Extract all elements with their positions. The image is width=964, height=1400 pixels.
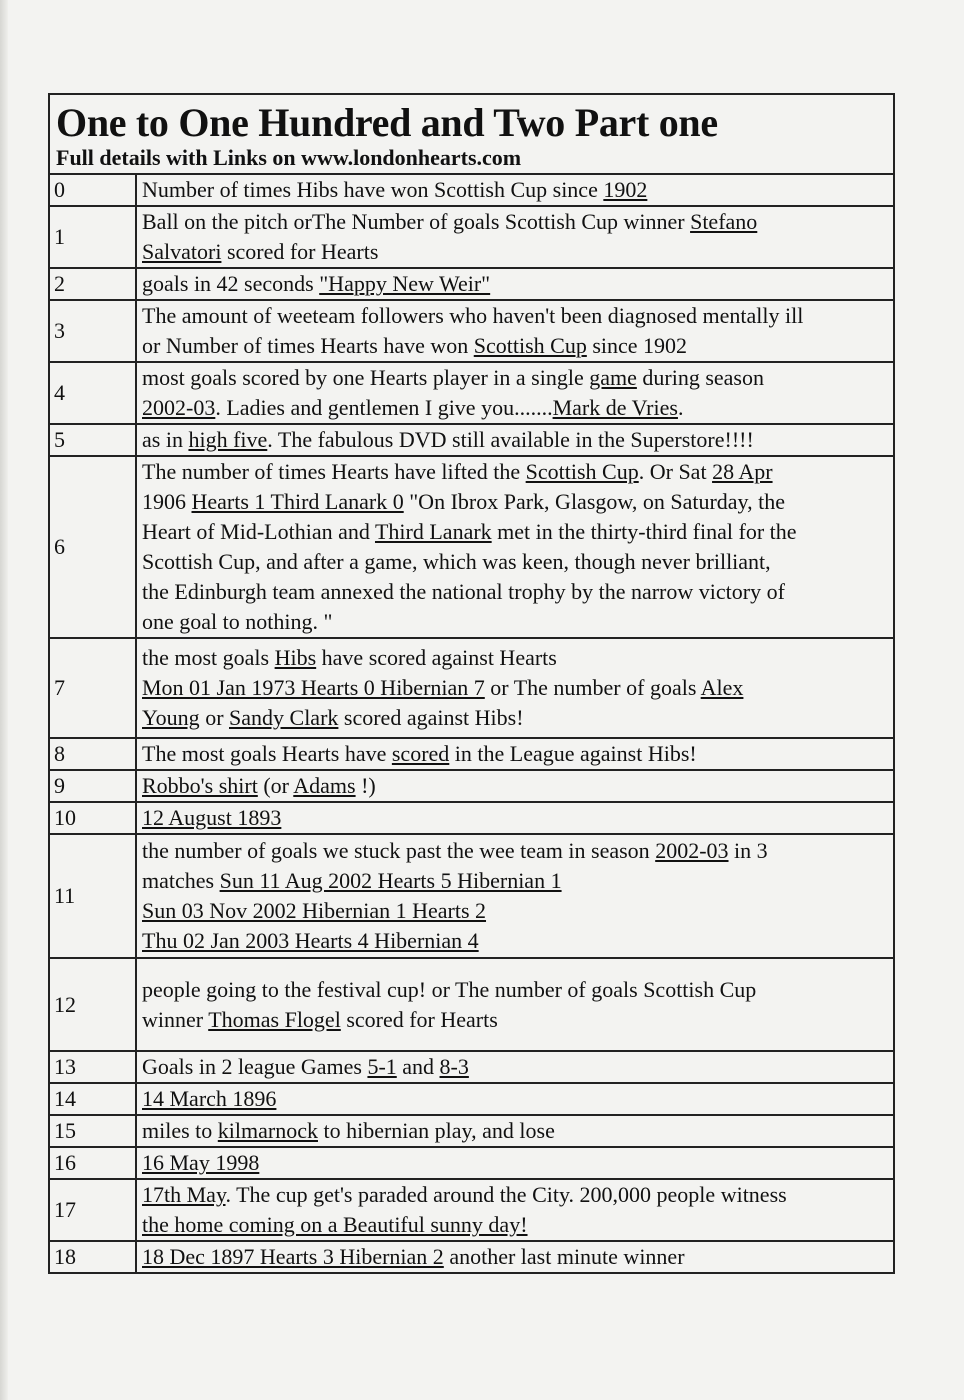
table-row	[49, 958, 894, 1051]
row-number: 5	[49, 424, 136, 456]
underlined-text: Mon 01 Jan 1973 Hearts 0 Hibernian 7	[142, 675, 485, 700]
underlined-text: Stefano	[690, 209, 758, 234]
text-segment: have scored against Hearts	[316, 645, 557, 670]
table-row	[49, 1241, 894, 1273]
table-row	[49, 456, 894, 638]
text-segment: in 3	[728, 838, 768, 863]
underlined-text: Sun 11 Aug 2002 Hearts 5 Hibernian 1	[219, 868, 562, 893]
underlined-text: 18 Dec 1897 Hearts 3 Hibernian 2	[142, 1244, 444, 1269]
row-number: 14	[49, 1083, 136, 1115]
underlined-text: game	[589, 365, 637, 390]
row-number: 1	[49, 206, 136, 268]
row-text-line	[142, 896, 889, 926]
row-text	[136, 1115, 894, 1147]
text-segment: and	[396, 1054, 440, 1079]
row-text-line	[142, 457, 889, 487]
row-text-line	[142, 487, 889, 517]
table-row	[49, 424, 894, 456]
text-segment: people going to the festival cup! or The number of goals Scottish Cup	[142, 976, 757, 1002]
row-text	[136, 1147, 894, 1179]
row-text-line	[142, 673, 889, 703]
underlined-text: Sandy Clark	[229, 705, 339, 730]
text-segment: or Number of times Hearts have won	[142, 333, 474, 358]
underlined-text: 1902	[603, 177, 648, 202]
row-text	[136, 834, 894, 958]
text-segment: the most goals	[142, 645, 275, 670]
table-row	[49, 802, 894, 834]
underlined-text: Adams	[293, 773, 356, 798]
row-number: 7	[49, 638, 136, 738]
row-text	[136, 268, 894, 300]
text-segment: "On Ibrox Park, Glasgow, on Saturday, the	[403, 489, 785, 514]
page-binding-edge	[0, 0, 8, 1400]
table-row	[49, 1179, 894, 1241]
row-text	[136, 174, 894, 206]
row-text	[136, 638, 894, 738]
text-segment: since 1902	[586, 333, 688, 358]
row-number: 10	[49, 802, 136, 834]
row-text	[136, 738, 894, 770]
underlined-text: kilmarnock	[217, 1118, 318, 1143]
row-text	[136, 770, 894, 802]
table-row	[49, 638, 894, 738]
text-segment: (or	[257, 773, 294, 798]
text-segment: !)	[355, 773, 376, 798]
text-segment: miles to	[142, 1118, 218, 1143]
underlined-text: Thomas Flogel	[208, 1006, 341, 1032]
underlined-text: Third Lanark	[374, 519, 492, 544]
row-text-line	[142, 739, 889, 769]
row-text	[136, 802, 894, 834]
row-text-line	[142, 425, 889, 455]
underlined-text: Alex	[700, 675, 744, 700]
underlined-text: Scottish Cup	[473, 333, 587, 358]
text-segment: Number of times Hibs have won Scottish Cup since	[142, 177, 604, 202]
text-segment: winner	[142, 1006, 209, 1032]
row-text-line	[142, 269, 889, 299]
row-text-line	[142, 975, 889, 1005]
underlined-text: Thu 02 Jan 2003 Hearts 4 Hibernian 4	[142, 928, 479, 953]
row-number: 16	[49, 1147, 136, 1179]
text-segment: the Edinburgh team annexed the national trophy by the narrow victory of	[142, 579, 785, 604]
table-row	[49, 770, 894, 802]
row-text-line	[142, 771, 889, 801]
underlined-text: 16 May 1998	[142, 1150, 260, 1175]
table-row	[49, 206, 894, 268]
row-number: 15	[49, 1115, 136, 1147]
text-segment: the number of goals we stuck past the wee team in season	[142, 838, 656, 863]
text-segment: 1906	[142, 489, 192, 514]
row-text-line	[142, 577, 889, 607]
table-row	[49, 834, 894, 958]
underlined-text: Hearts 1 Third Lanark 0	[191, 489, 404, 514]
row-text-line	[142, 1210, 889, 1240]
underlined-text: Salvatori	[142, 239, 222, 264]
row-text-line	[142, 836, 889, 866]
text-segment: most goals scored by one Hearts player in a single	[142, 365, 590, 390]
row-number: 13	[49, 1051, 136, 1083]
underlined-text: Scottish Cup	[525, 459, 639, 484]
text-segment: or	[199, 705, 230, 730]
text-segment: one goal to nothing. "	[142, 609, 333, 634]
underlined-text: the home coming on a Beautiful sunny day!	[142, 1212, 528, 1237]
table-row	[49, 300, 894, 362]
facts-table-body	[49, 174, 894, 1273]
row-number: 9	[49, 770, 136, 802]
row-text-line	[142, 866, 889, 896]
row-text-line	[142, 803, 889, 833]
underlined-text: Sun 03 Nov 2002 Hibernian 1 Hearts 2	[142, 898, 487, 923]
row-text-line	[142, 1084, 889, 1114]
row-number: 2	[49, 268, 136, 300]
row-text-line	[142, 363, 889, 393]
underlined-text: 8-3	[439, 1054, 469, 1079]
row-text-line	[142, 393, 889, 423]
underlined-text: 2002-03	[142, 395, 216, 420]
row-text-line	[142, 175, 889, 205]
row-number: 12	[49, 958, 136, 1051]
table-row	[49, 174, 894, 206]
table-row	[49, 738, 894, 770]
underlined-text: 17th May	[142, 1182, 226, 1207]
row-text	[136, 206, 894, 268]
row-text	[136, 362, 894, 424]
row-text-line	[142, 1180, 889, 1210]
underlined-text: 28 Apr	[712, 459, 773, 484]
text-segment: scored for Hearts	[340, 1006, 498, 1032]
text-segment: Heart of Mid-Lothian and	[142, 519, 375, 544]
row-text-line	[142, 643, 889, 673]
row-number: 6	[49, 456, 136, 638]
row-text-line	[142, 547, 889, 577]
document-sheet	[48, 93, 895, 1274]
text-segment: The number of times Hearts have lifted the	[142, 459, 526, 484]
text-segment: to hibernian play, and lose	[317, 1118, 555, 1143]
row-number: 4	[49, 362, 136, 424]
row-text	[136, 1051, 894, 1083]
row-text-line	[142, 331, 889, 361]
text-segment: matches	[142, 868, 220, 893]
text-segment: met in the thirty-third final for the	[491, 519, 797, 544]
underlined-text: "Happy New Weir"	[319, 271, 491, 296]
row-text-line	[142, 207, 889, 237]
row-text	[136, 300, 894, 362]
row-text-line	[142, 703, 889, 733]
table-row	[49, 1083, 894, 1115]
row-text	[136, 1179, 894, 1241]
row-text-line	[142, 607, 889, 637]
text-segment: The most goals Hearts have	[142, 741, 392, 766]
title-block	[48, 93, 895, 173]
text-segment: . Or Sat	[638, 459, 713, 484]
text-segment: as in	[142, 427, 189, 452]
row-number: 11	[49, 834, 136, 958]
facts-table	[48, 173, 895, 1274]
text-segment: .	[677, 395, 684, 420]
text-segment: or The number of goals	[484, 675, 701, 700]
text-segment: Scottish Cup, and after a game, which was keen, though never brilliant,	[142, 549, 771, 574]
row-number: 0	[49, 174, 136, 206]
row-text-line	[142, 926, 889, 956]
page-title: One to One Hundred and Two Part one	[56, 100, 718, 145]
text-segment: during season	[636, 365, 764, 390]
row-text	[136, 424, 894, 456]
text-segment: . The cup get's paraded around the City. 200,000 people witness	[225, 1182, 787, 1207]
underlined-text: Young	[142, 705, 200, 730]
row-text-line	[142, 237, 889, 267]
text-segment: . Ladies and gentlemen I give you.......	[215, 395, 553, 420]
table-row	[49, 1051, 894, 1083]
text-segment: in the League against Hibs!	[449, 741, 697, 766]
text-segment: The amount of weeteam followers who haven't been diagnosed mentally ill	[142, 303, 804, 328]
underlined-text: 5-1	[367, 1054, 397, 1079]
text-segment: scored against Hibs!	[338, 705, 524, 730]
row-number: 18	[49, 1241, 136, 1273]
table-row	[49, 1147, 894, 1179]
text-segment: Ball on the pitch orThe Number of goals Scottish Cup winner	[142, 209, 691, 234]
underlined-text: 14 March 1896	[142, 1086, 277, 1111]
row-number: 3	[49, 300, 136, 362]
text-segment: . The fabulous DVD still available in the Superstore!!!!	[267, 427, 754, 452]
text-segment: another last minute winner	[443, 1244, 685, 1269]
row-text	[136, 1083, 894, 1115]
underlined-text: Mark de Vries	[552, 395, 678, 420]
row-text-line	[142, 1242, 889, 1272]
text-segment: scored for Hearts	[221, 239, 379, 264]
row-text	[136, 958, 894, 1051]
underlined-text: Hibs	[274, 645, 317, 670]
table-row	[49, 268, 894, 300]
table-row	[49, 1115, 894, 1147]
underlined-text: scored	[391, 741, 450, 766]
row-text-line	[142, 1005, 889, 1035]
text-segment: goals in 42 seconds	[142, 271, 320, 296]
underlined-text: Robbo's shirt	[142, 773, 258, 798]
row-text	[136, 1241, 894, 1273]
row-number: 17	[49, 1179, 136, 1241]
underlined-text: high five	[188, 427, 268, 452]
underlined-text: 12 August 1893	[142, 805, 282, 830]
row-number: 8	[49, 738, 136, 770]
text-segment: Goals in 2 league Games	[142, 1054, 368, 1079]
page-subtitle: Full details with Links on www.londonhearts.com	[56, 145, 522, 170]
underlined-text: 2002-03	[655, 838, 729, 863]
row-text-line	[142, 1052, 889, 1082]
row-text-line	[142, 1148, 889, 1178]
row-text-line	[142, 517, 889, 547]
row-text-line	[142, 301, 889, 331]
row-text	[136, 456, 894, 638]
table-row	[49, 362, 894, 424]
row-text-line	[142, 1116, 889, 1146]
